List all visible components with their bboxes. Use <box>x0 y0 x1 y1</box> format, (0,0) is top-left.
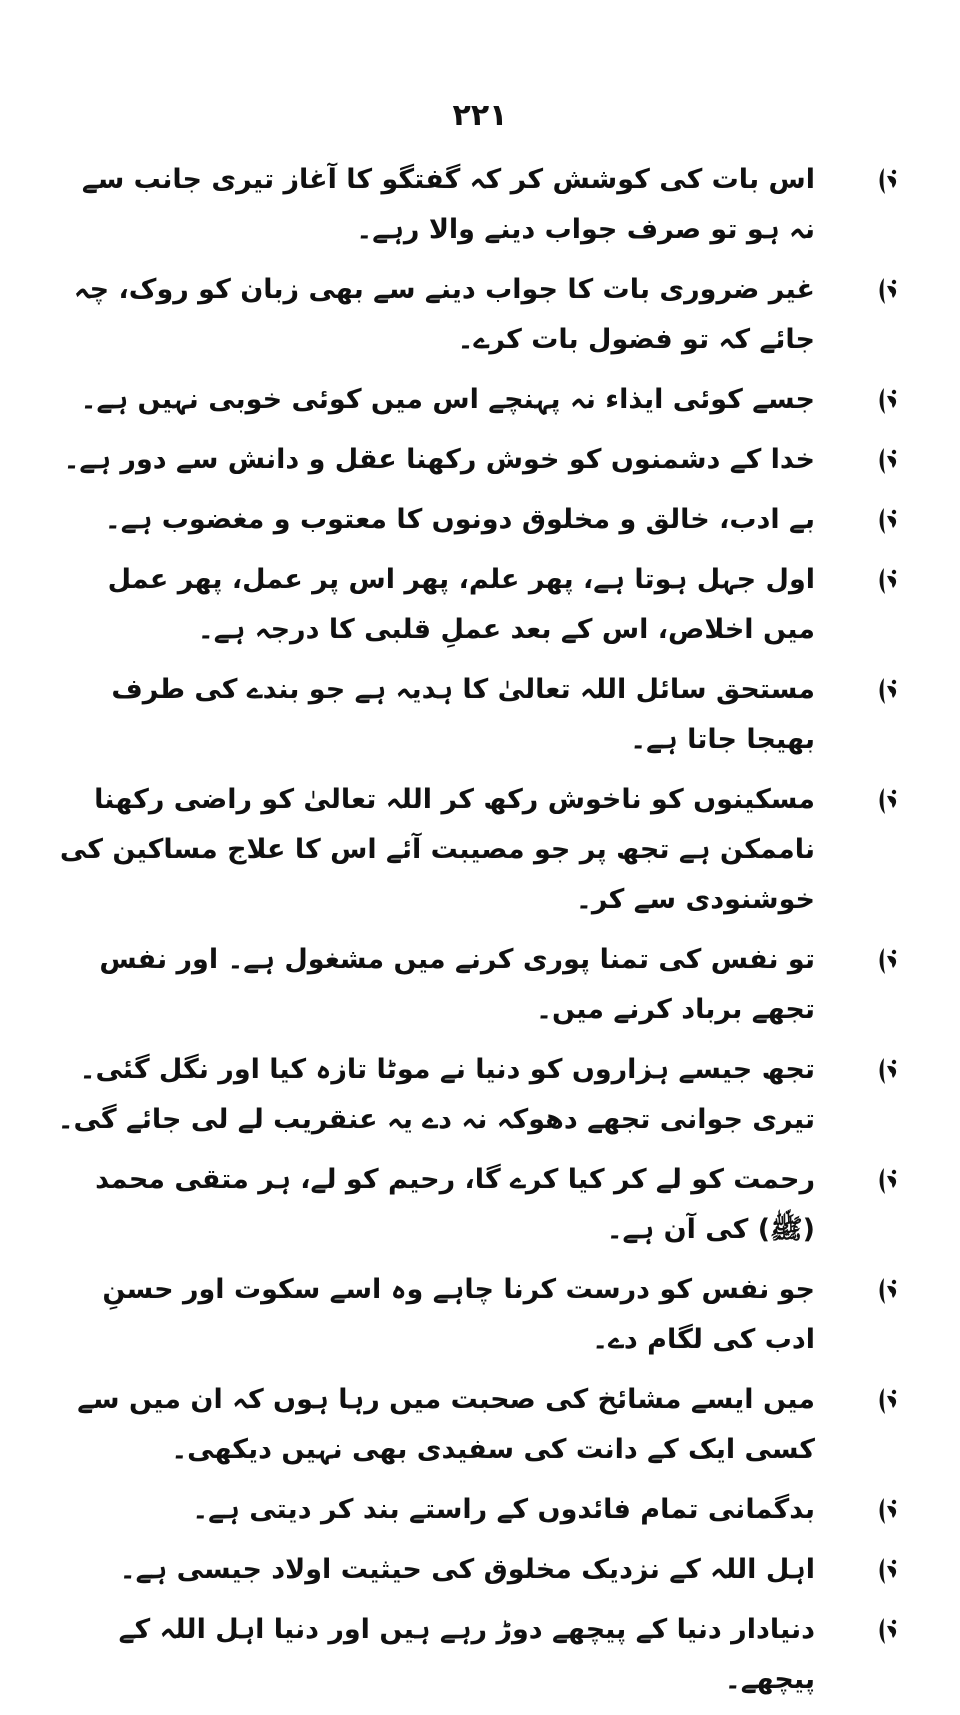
saying-text: اول جہل ہوتا ہے، پھر علم، پھر اس پر عمل، پھر عمل میں اخلاص، اس کے بعد عملِ قلبی کا درجہ ہے۔ <box>107 564 815 645</box>
ornamental-bullet-icon <box>874 946 900 976</box>
page-body <box>48 155 908 1715</box>
saying-item <box>48 155 908 255</box>
ornamental-bullet-icon <box>874 1056 900 1086</box>
saying-text: غیر ضروری بات کا جواب دینے سے بھی زبان کو روک، چہ جائے کہ تو فضول بات کرے۔ <box>73 274 815 355</box>
ornamental-bullet-icon <box>874 1616 900 1646</box>
saying-item <box>48 1155 908 1255</box>
ornamental-bullet-icon <box>874 1276 900 1306</box>
saying-item <box>48 435 908 485</box>
ornamental-bullet-icon <box>874 1166 900 1196</box>
saying-text: بے ادب، خالق و مخلوق دونوں کا معتوب و مغضوب ہے۔ <box>104 504 815 535</box>
saying-text: مستحق سائل اللہ تعالیٰ کا ہدیہ ہے جو بندے کی طرف بھیجا جاتا ہے۔ <box>111 674 815 755</box>
saying-item <box>48 1545 908 1595</box>
saying-item <box>48 935 908 1035</box>
saying-text: دنیادار دنیا کے پیچھے دوڑ رہے ہیں اور دنیا اہل اللہ کے پیچھے۔ <box>118 1614 815 1695</box>
saying-item <box>48 375 908 425</box>
ornamental-bullet-icon <box>874 386 900 416</box>
ornamental-bullet-icon <box>874 1496 900 1526</box>
saying-text: اہل اللہ کے نزدیک مخلوق کی حیثیت اولاد جیسی ہے۔ <box>119 1554 815 1585</box>
ornamental-bullet-icon <box>874 1386 900 1416</box>
saying-item <box>48 775 908 925</box>
saying-item <box>48 555 908 655</box>
ornamental-bullet-icon <box>874 446 900 476</box>
ornamental-bullet-icon <box>874 676 900 706</box>
saying-text: اس بات کی کوشش کر کہ گفتگو کا آغاز تیری جانب سے نہ ہو تو صرف جواب دینے والا رہے۔ <box>81 164 815 245</box>
saying-item <box>48 1265 908 1365</box>
saying-text: تجھ جیسے ہزاروں کو دنیا نے موٹا تازہ کیا اور نگل گئی۔ تیری جوانی تجھے دھوکہ نہ دے یہ عنقریب لے لی جائے گی۔ <box>57 1054 815 1135</box>
saying-text: جسے کوئی ایذاء نہ پہنچے اس میں کوئی خوبی نہیں ہے۔ <box>80 384 815 415</box>
ornamental-bullet-icon <box>874 276 900 306</box>
saying-item <box>48 495 908 545</box>
saying-text: جو نفس کو درست کرنا چاہے وہ اسے سکوت اور حسنِ ادب کی لگام دے۔ <box>102 1274 815 1355</box>
ornamental-bullet-icon <box>874 566 900 596</box>
saying-text: میں ایسے مشائخ کی صحبت میں رہا ہوں کہ ان میں سے کسی ایک کے دانت کی سفیدی بھی نہیں دیکھی۔ <box>77 1384 815 1465</box>
saying-text: مسکینوں کو ناخوش رکھ کر اللہ تعالیٰ کو راضی رکھنا ناممکن ہے تجھ پر جو مصیبت آئے اس کا علاج مساکین کی خوشنودی سے کر۔ <box>59 784 815 915</box>
saying-text: خدا کے دشمنوں کو خوش رکھنا عقل و دانش سے دور ہے۔ <box>63 444 815 475</box>
saying-item <box>48 265 908 365</box>
ornamental-bullet-icon <box>874 1556 900 1586</box>
saying-item <box>48 665 908 765</box>
sayings-list <box>48 155 908 1705</box>
ornamental-bullet-icon <box>874 786 900 816</box>
saying-text: تو نفس کی تمنا پوری کرنے میں مشغول ہے۔ اور نفس تجھے برباد کرنے میں۔ <box>99 944 815 1025</box>
page-number: ۲۲۱ <box>452 98 508 133</box>
saying-text: بدگمانی تمام فائدوں کے راستے بند کر دیتی ہے۔ <box>192 1494 815 1525</box>
saying-item <box>48 1605 908 1705</box>
saying-item <box>48 1375 908 1475</box>
saying-item <box>48 1045 908 1145</box>
saying-text: رحمت کو لے کر کیا کرے گا، رحیم کو لے، ہر متقی محمد (ﷺ) کی آن ہے۔ <box>95 1164 815 1245</box>
saying-item <box>48 1485 908 1535</box>
ornamental-bullet-icon <box>874 506 900 536</box>
ornamental-bullet-icon <box>874 166 900 196</box>
